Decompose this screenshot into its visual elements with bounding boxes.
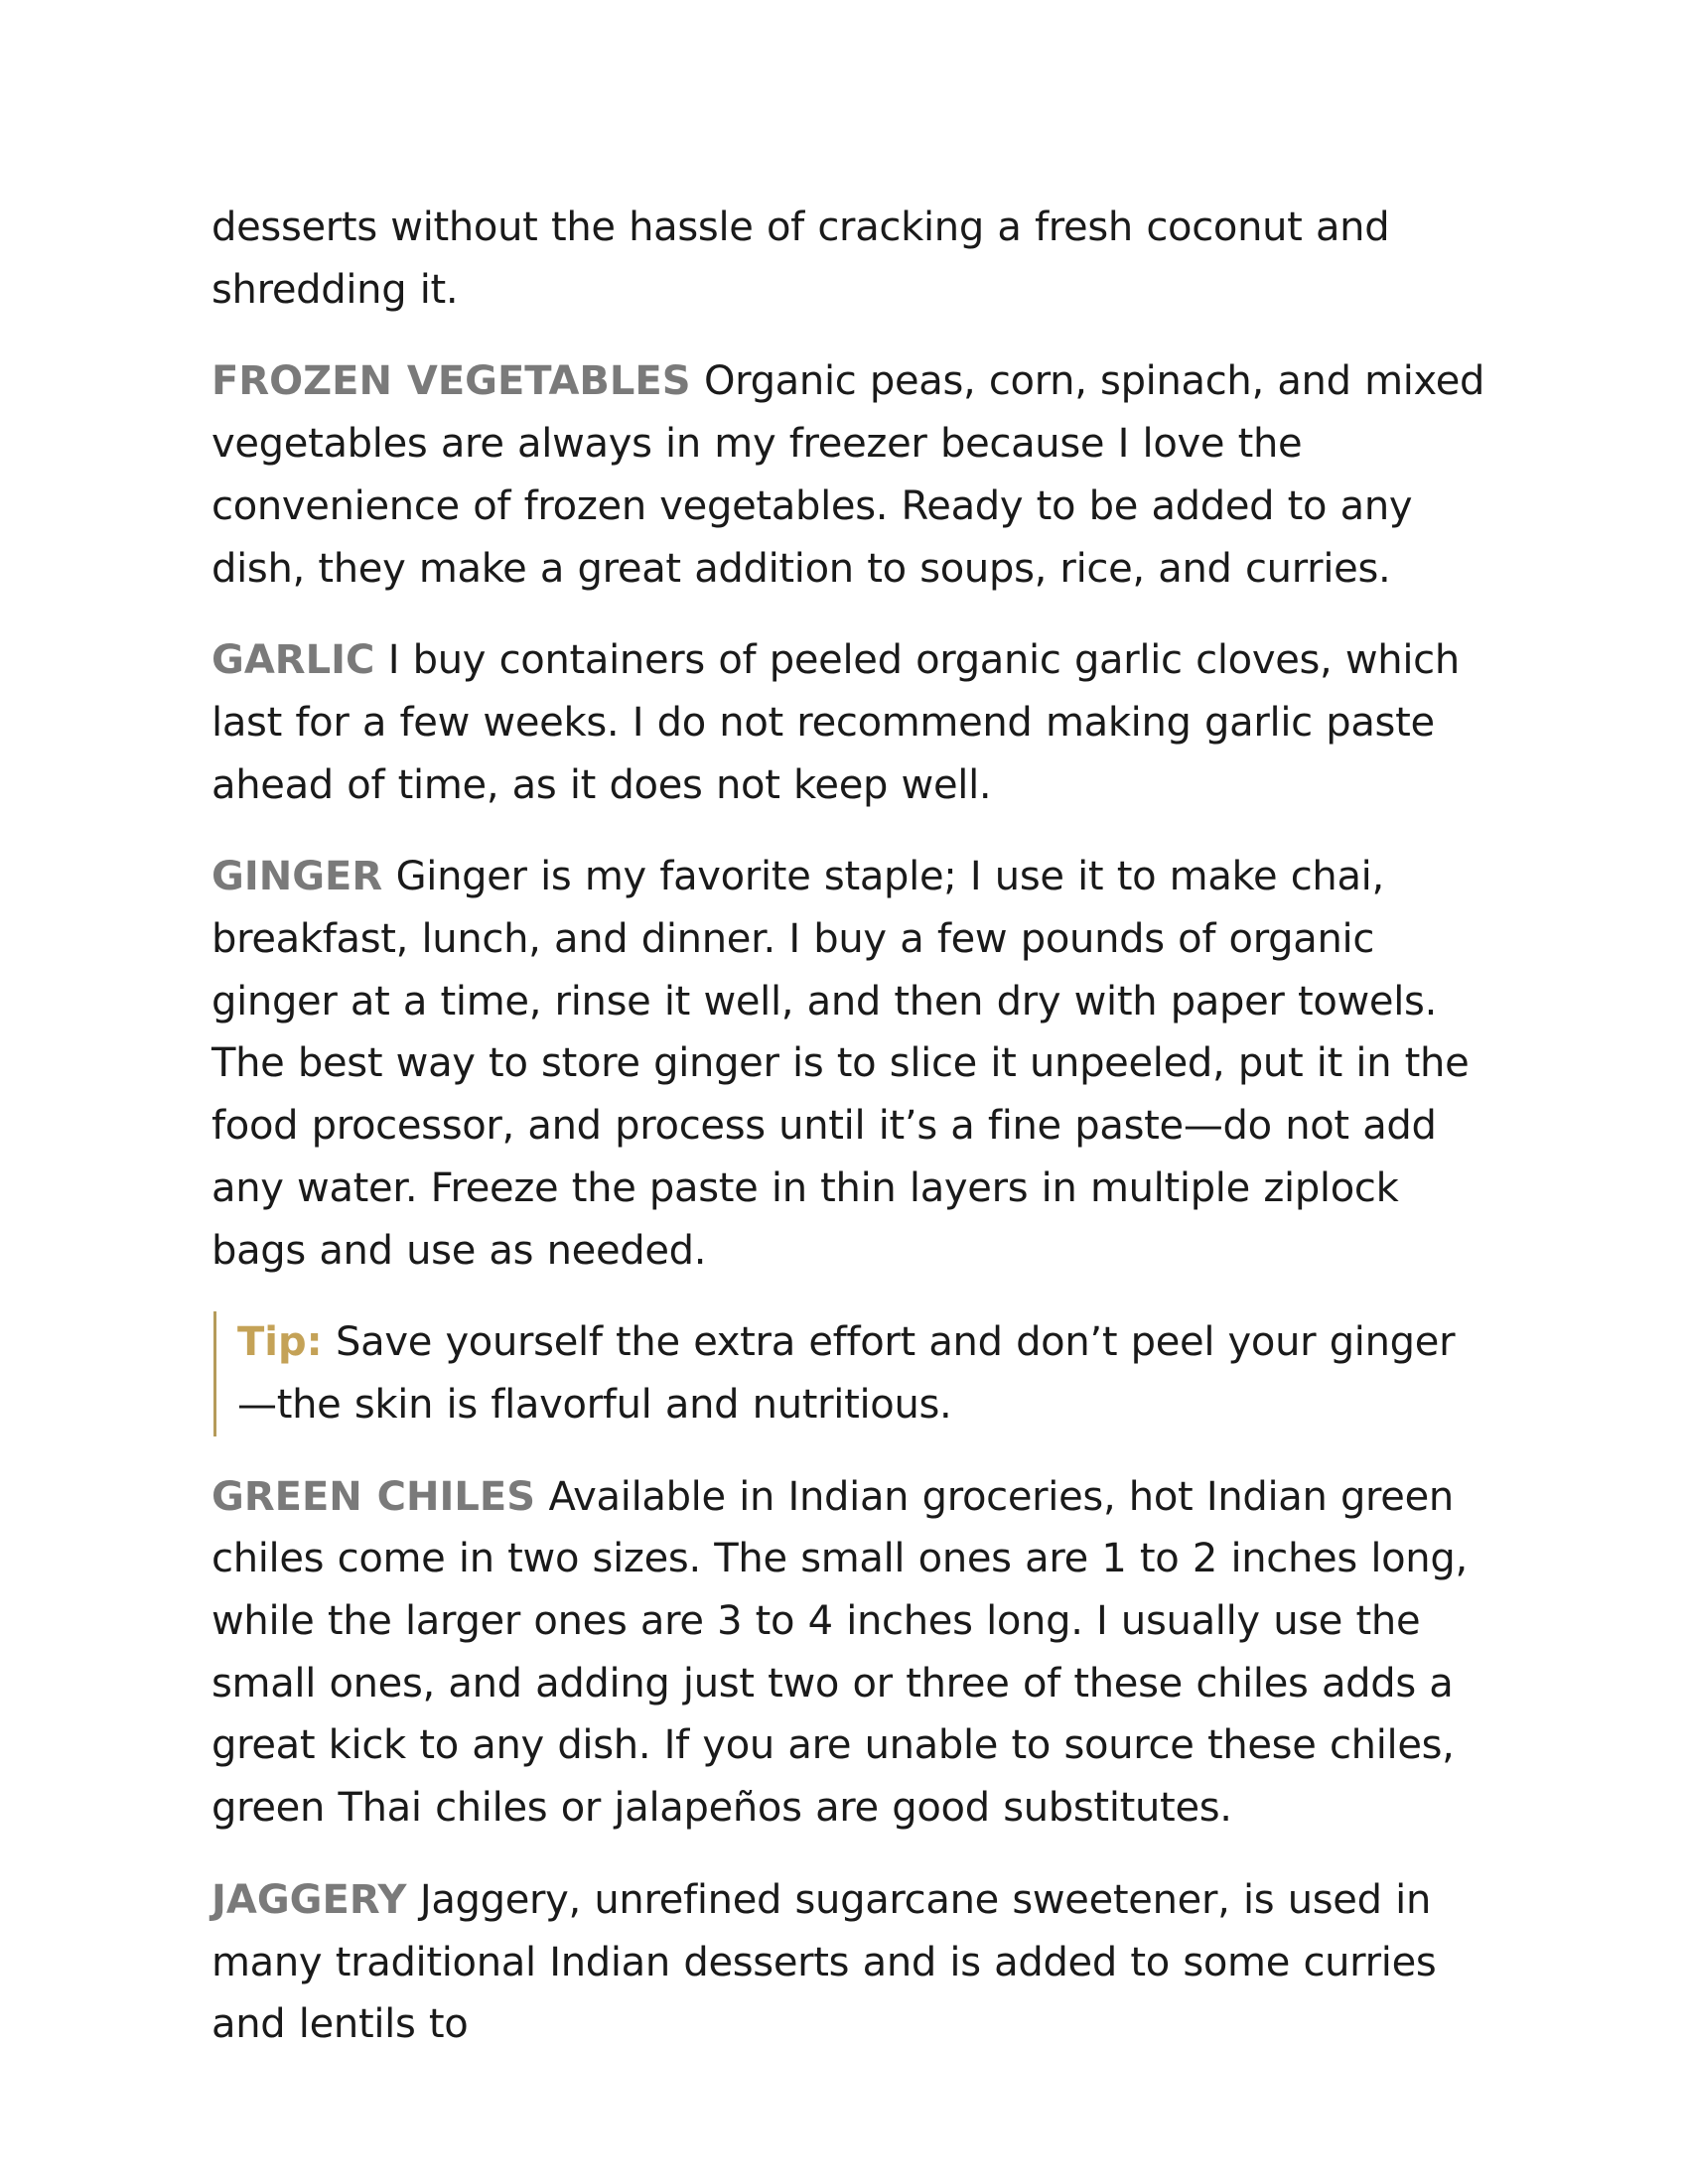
- document-page: [211, 197, 1492, 2086]
- tip-callout: [213, 1311, 1492, 1435]
- term-ginger: GINGER: [211, 854, 383, 900]
- term-jaggery: JAGGERY: [211, 1876, 407, 1923]
- tip-text: Save yourself the extra effort and don’t peel your ginger—the skin is flavorful and nutritious.: [237, 1319, 1456, 1428]
- paragraph-ginger: [211, 846, 1492, 1282]
- term-green-chiles: GREEN CHILES: [211, 1473, 536, 1520]
- paragraph-text: I buy containers of peeled organic garlic cloves, which last for a few weeks. I do not recommend making garlic paste ahead of time, as it does not keep well.: [211, 637, 1460, 808]
- tip-label: Tip:: [237, 1319, 323, 1366]
- paragraph-text: desserts without the hassle of cracking a fresh coconut and shredding it.: [211, 205, 1390, 313]
- paragraph-text: Ginger is my favorite staple; I use it to make chai, breakfast, lunch, and dinner. I buy a few pounds of organic ginger at a time, rinse it well, and then dry with paper towels. The best way to store ginger is to slice it unpeeled, put it in the food processor, and process until it’s a fine paste—do not add any water. Freeze the paste in thin layers in multiple ziplock bags and use as needed.: [211, 854, 1470, 1274]
- paragraph-text: Jaggery, unrefined sugarcane sweetener, is used in many traditional Indian desserts and is added to some curries and lentils to: [211, 1876, 1437, 2048]
- paragraph-garlic: [211, 629, 1492, 816]
- term-garlic: GARLIC: [211, 637, 375, 684]
- paragraph-jaggery: [211, 1869, 1492, 2056]
- paragraph-text: Organic peas, corn, spinach, and mixed vegetables are always in my freezer because I love the convenience of frozen vegetables. Ready to be added to any dish, they make a great addition to soups, rice, and curries.: [211, 358, 1485, 592]
- paragraph-frozen-vegetables: [211, 350, 1492, 600]
- term-frozen-vegetables: FROZEN VEGETABLES: [211, 358, 691, 405]
- paragraph-green-chiles: [211, 1466, 1492, 1840]
- paragraph-coconut-continued: [211, 197, 1492, 321]
- paragraph-text: Available in Indian groceries, hot Indian green chiles come in two sizes. The small ones are 1 to 2 inches long, while the larger ones are 3 to 4 inches long. I usually use the small ones, and adding just two or three of these chiles adds a great kick to any dish. If you are unable to source these chiles, green Thai chiles or jalapeños are good substitutes.: [211, 1473, 1468, 1832]
